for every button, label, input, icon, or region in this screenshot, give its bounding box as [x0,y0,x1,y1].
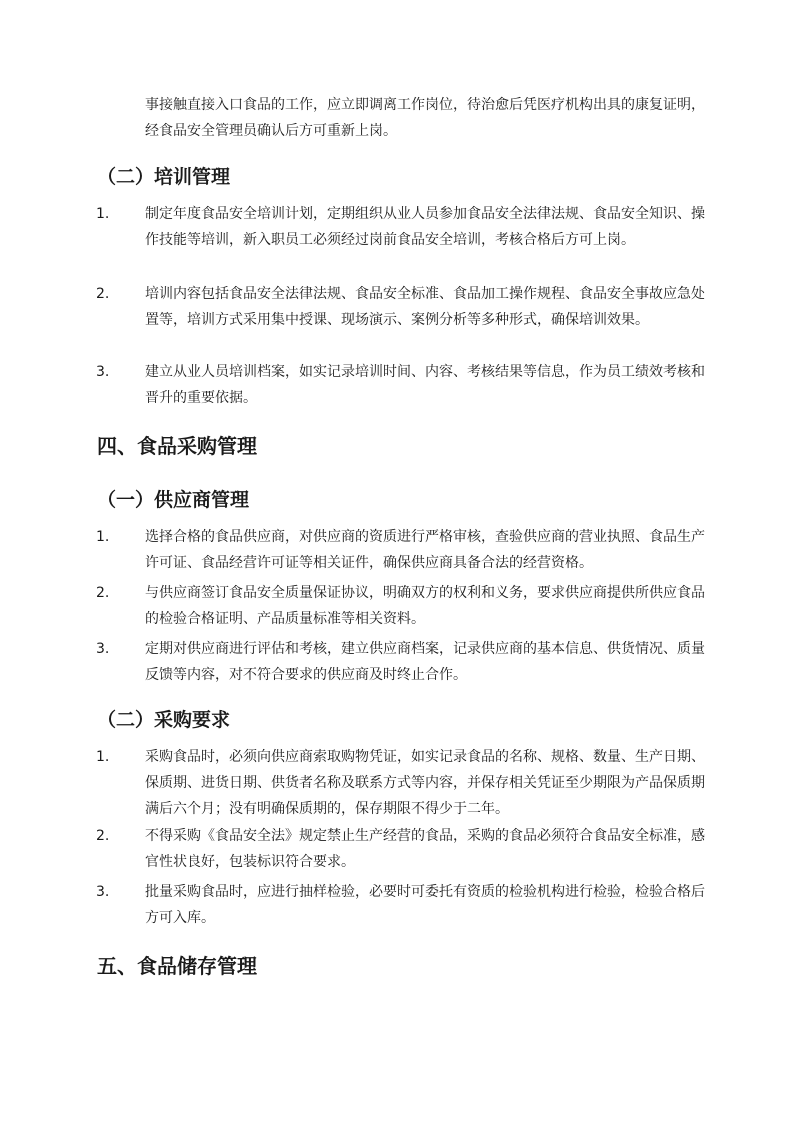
list-text: 选择合格的食品供应商，对供应商的资质进行严格审核，查验供应商的营业执照、食品生产许可证、食品经营许可证等相关证件，确保供应商具备合法的经营资格。 [145,529,705,571]
list-text: 培训内容包括食品安全法律法规、食品安全标准、食品加工操作规程、食品安全事故应急处置等，培训方式采用集中授课、现场演示、案例分析等多种形式，确保培训效果。 [145,286,705,328]
list-number: 3. [96,641,110,657]
list-number: 2. [96,286,110,302]
list-text: 批量采购食品时，应进行抽样检验，必要时可委托有资质的检验机构进行检验，检验合格后方可入库。 [145,884,705,926]
purchase-heading: （二）采购要求 [97,709,231,731]
supplier-heading: （一）供应商管理 [97,489,250,511]
list-number: 1. [96,749,110,765]
section4-heading: 四、食品采购管理 [97,434,257,458]
list-text: 不得采购《食品安全法》规定禁止生产经营的食品，采购的食品必须符合食品安全标准，感官性状良好，包装标识符合要求。 [145,828,705,870]
section5-heading: 五、食品储存管理 [97,954,257,978]
list-text: 制定年度食品安全培训计划，定期组织从业人员参加食品安全法律法规、食品安全知识、操作技能等培训，新入职员工必须经过岗前食品安全培训，考核合格后方可上岗。 [145,206,705,248]
intro-paragraph: 事接触直接入口食品的工作，应立即调离工作岗位，待治愈后凭医疗机构出具的康复证明，经食品安全管理员确认后方可重新上岗。 [145,97,705,139]
list-number: 1. [96,529,110,545]
list-number: 1. [96,206,110,222]
list-text: 与供应商签订食品安全质量保证协议，明确双方的权利和义务，要求供应商提供所供应食品的检验合格证明、产品质量标准等相关资料。 [145,585,705,627]
training-heading: （二）培训管理 [97,166,231,188]
list-number: 2. [96,828,110,844]
list-number: 3. [96,364,110,380]
list-number: 3. [96,884,110,900]
list-number: 2. [96,585,110,601]
list-text: 采购食品时，必须向供应商索取购物凭证，如实记录食品的名称、规格、数量、生产日期、保质期、进货日期、供货者名称及联系方式等内容，并保存相关凭证至少期限为产品保质期满后六个月；没有明确保质期的，保存期限不得少于二年。 [145,749,705,817]
list-text: 定期对供应商进行评估和考核，建立供应商档案，记录供应商的基本信息、供货情况、质量反馈等内容，对不符合要求的供应商及时终止合作。 [145,641,705,683]
list-text: 建立从业人员培训档案，如实记录培训时间、内容、考核结果等信息，作为员工绩效考核和晋升的重要依据。 [145,364,705,406]
